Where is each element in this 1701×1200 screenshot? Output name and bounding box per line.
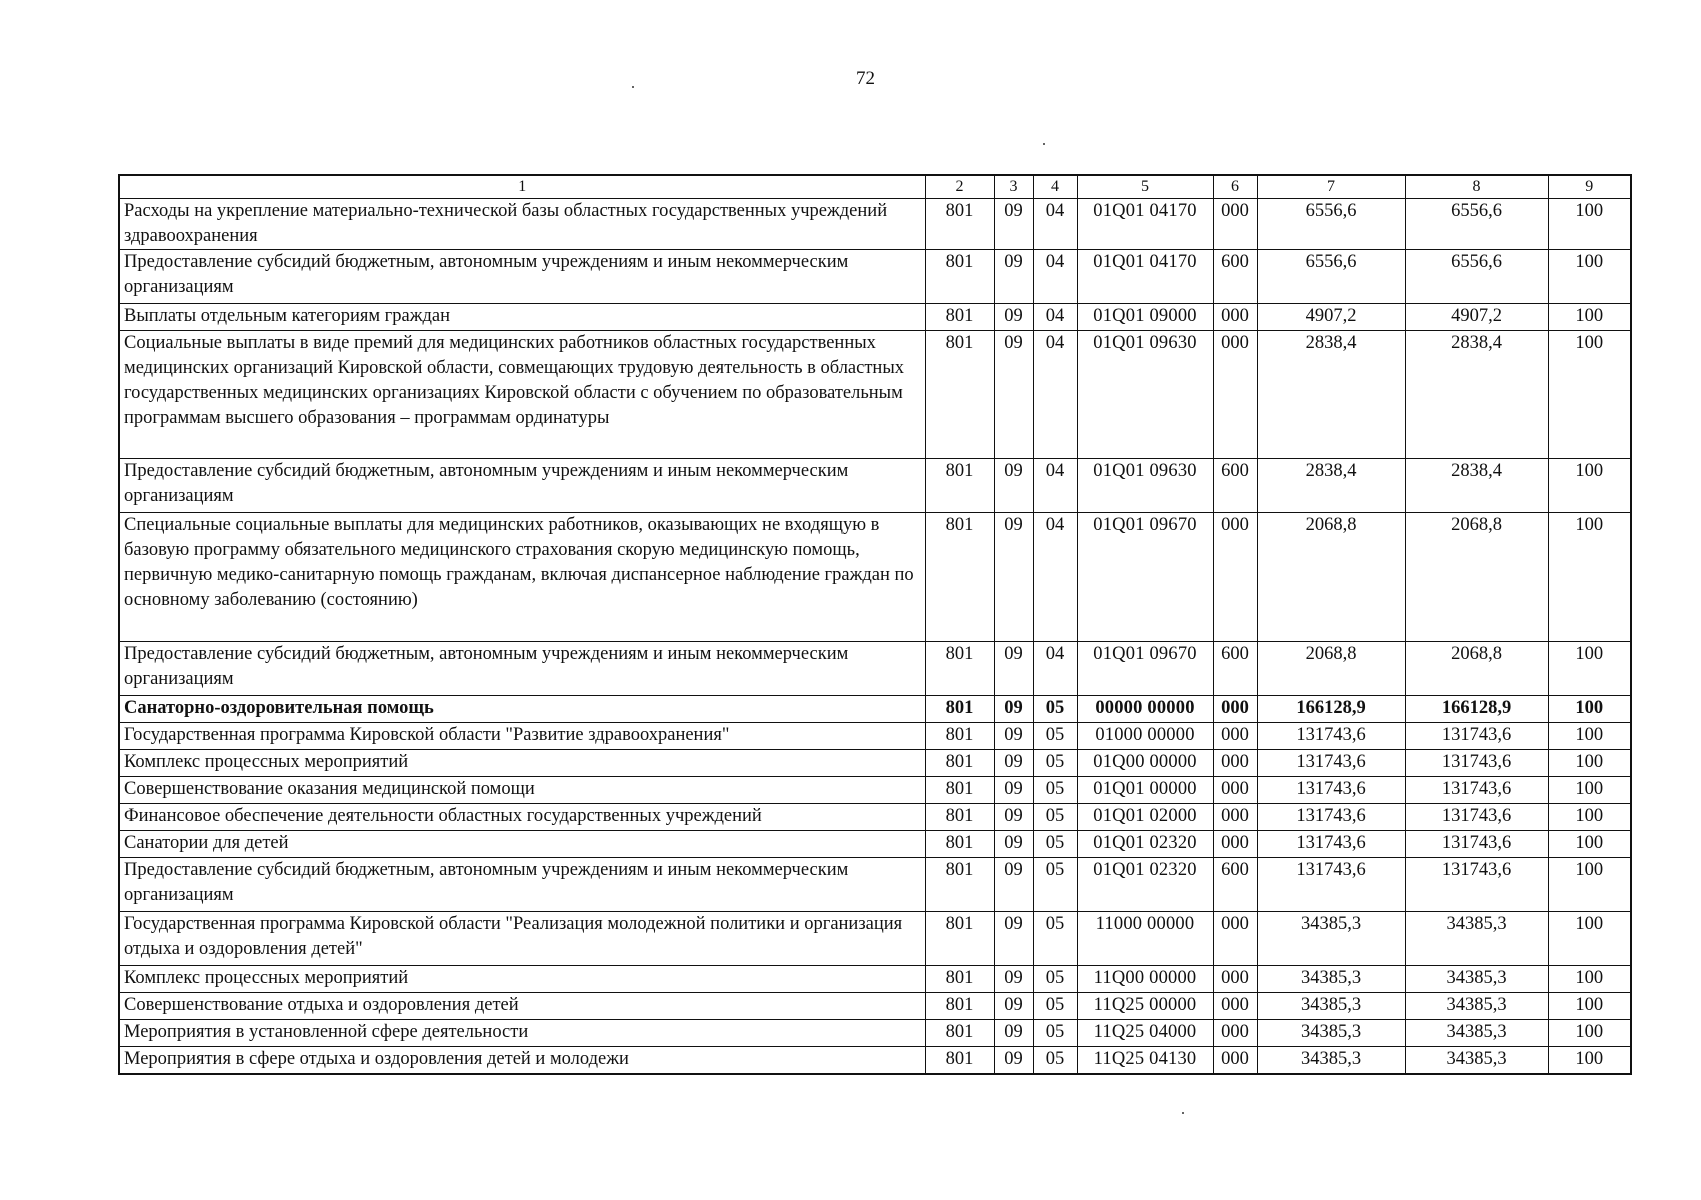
cell-col9: 100 (1548, 750, 1631, 777)
column-header: 5 (1077, 175, 1213, 199)
cell-col3: 09 (994, 250, 1033, 304)
cell-col4: 05 (1033, 1047, 1077, 1074)
cell-col5: 01Q01 02320 (1077, 858, 1213, 912)
cell-col8: 131743,6 (1405, 831, 1548, 858)
scan-speck (632, 86, 634, 88)
cell-col2: 801 (925, 331, 994, 459)
cell-col7: 34385,3 (1257, 1020, 1405, 1047)
cell-col8: 34385,3 (1405, 993, 1548, 1020)
cell-col8: 2068,8 (1405, 513, 1548, 642)
cell-col7: 2068,8 (1257, 513, 1405, 642)
cell-col9: 100 (1548, 331, 1631, 459)
cell-col4: 05 (1033, 858, 1077, 912)
cell-col9: 100 (1548, 513, 1631, 642)
cell-col8: 34385,3 (1405, 912, 1548, 966)
row-name: Мероприятия в сфере отдыха и оздоровления детей и молодежи (119, 1047, 925, 1074)
cell-col3: 09 (994, 831, 1033, 858)
cell-col5: 01Q01 04170 (1077, 250, 1213, 304)
cell-col2: 801 (925, 993, 994, 1020)
cell-col5: 01Q01 09630 (1077, 459, 1213, 513)
cell-col3: 09 (994, 1047, 1033, 1074)
row-name: Выплаты отдельным категориям граждан (119, 304, 925, 331)
cell-col3: 09 (994, 912, 1033, 966)
cell-col4: 04 (1033, 199, 1077, 250)
cell-col2: 801 (925, 642, 994, 696)
column-header: 7 (1257, 175, 1405, 199)
cell-col9: 100 (1548, 1020, 1631, 1047)
cell-col2: 801 (925, 723, 994, 750)
cell-col8: 131743,6 (1405, 777, 1548, 804)
row-name: Расходы на укрепление материально-технической базы областных государственных учреждений здравоохранения (119, 199, 925, 250)
cell-col6: 000 (1213, 912, 1257, 966)
cell-col4: 04 (1033, 642, 1077, 696)
table-row-section (119, 696, 1631, 723)
cell-col3: 09 (994, 513, 1033, 642)
cell-col9: 100 (1548, 777, 1631, 804)
cell-col8: 2068,8 (1405, 642, 1548, 696)
cell-col6: 000 (1213, 1020, 1257, 1047)
table-row (119, 642, 1631, 696)
cell-col8: 4907,2 (1405, 304, 1548, 331)
cell-col7: 2838,4 (1257, 331, 1405, 459)
scan-speck (1043, 143, 1045, 145)
cell-col8: 166128,9 (1405, 696, 1548, 723)
row-name: Совершенствование отдыха и оздоровления детей (119, 993, 925, 1020)
cell-col6: 600 (1213, 858, 1257, 912)
budget-table (118, 174, 1632, 1075)
cell-col4: 05 (1033, 723, 1077, 750)
cell-col3: 09 (994, 304, 1033, 331)
cell-col9: 100 (1548, 696, 1631, 723)
cell-col7: 131743,6 (1257, 750, 1405, 777)
cell-col9: 100 (1548, 993, 1631, 1020)
table-row (119, 966, 1631, 993)
cell-col6: 000 (1213, 831, 1257, 858)
cell-col7: 2838,4 (1257, 459, 1405, 513)
table-row (119, 804, 1631, 831)
table-row (119, 912, 1631, 966)
table-row (119, 1020, 1631, 1047)
cell-col7: 34385,3 (1257, 1047, 1405, 1074)
cell-col8: 131743,6 (1405, 723, 1548, 750)
cell-col5: 01Q01 02320 (1077, 831, 1213, 858)
cell-col7: 34385,3 (1257, 993, 1405, 1020)
cell-col5: 01Q01 09670 (1077, 642, 1213, 696)
row-name: Совершенствование оказания медицинской помощи (119, 777, 925, 804)
cell-col9: 100 (1548, 912, 1631, 966)
table-row (119, 993, 1631, 1020)
cell-col2: 801 (925, 966, 994, 993)
row-name: Мероприятия в установленной сфере деятельности (119, 1020, 925, 1047)
cell-col6: 600 (1213, 642, 1257, 696)
cell-col9: 100 (1548, 199, 1631, 250)
row-name: Санатории для детей (119, 831, 925, 858)
cell-col9: 100 (1548, 804, 1631, 831)
cell-col2: 801 (925, 513, 994, 642)
cell-col6: 000 (1213, 750, 1257, 777)
cell-col5: 01Q01 00000 (1077, 777, 1213, 804)
cell-col4: 05 (1033, 966, 1077, 993)
cell-col3: 09 (994, 777, 1033, 804)
cell-col5: 01Q01 02000 (1077, 804, 1213, 831)
table-row (119, 1047, 1631, 1074)
cell-col2: 801 (925, 459, 994, 513)
table-row (119, 513, 1631, 642)
cell-col3: 09 (994, 804, 1033, 831)
cell-col5: 11Q00 00000 (1077, 966, 1213, 993)
cell-col6: 600 (1213, 459, 1257, 513)
cell-col4: 05 (1033, 696, 1077, 723)
cell-col8: 131743,6 (1405, 750, 1548, 777)
cell-col9: 100 (1548, 966, 1631, 993)
cell-col6: 000 (1213, 199, 1257, 250)
cell-col4: 04 (1033, 250, 1077, 304)
cell-col6: 000 (1213, 1047, 1257, 1074)
cell-col8: 2838,4 (1405, 331, 1548, 459)
cell-col5: 11Q25 04130 (1077, 1047, 1213, 1074)
cell-col5: 01Q01 09000 (1077, 304, 1213, 331)
cell-col8: 131743,6 (1405, 804, 1548, 831)
cell-col4: 05 (1033, 993, 1077, 1020)
cell-col3: 09 (994, 858, 1033, 912)
cell-col7: 4907,2 (1257, 304, 1405, 331)
cell-col7: 131743,6 (1257, 804, 1405, 831)
table-row (119, 777, 1631, 804)
cell-col4: 05 (1033, 804, 1077, 831)
column-header: 2 (925, 175, 994, 199)
cell-col9: 100 (1548, 250, 1631, 304)
cell-col2: 801 (925, 912, 994, 966)
cell-col4: 04 (1033, 459, 1077, 513)
table-row (119, 750, 1631, 777)
cell-col6: 000 (1213, 304, 1257, 331)
column-header: 6 (1213, 175, 1257, 199)
cell-col8: 34385,3 (1405, 966, 1548, 993)
cell-col5: 01Q01 09670 (1077, 513, 1213, 642)
cell-col2: 801 (925, 304, 994, 331)
cell-col2: 801 (925, 858, 994, 912)
cell-col3: 09 (994, 723, 1033, 750)
cell-col5: 11Q25 04000 (1077, 1020, 1213, 1047)
cell-col5: 01Q00 00000 (1077, 750, 1213, 777)
cell-col3: 09 (994, 199, 1033, 250)
cell-col7: 6556,6 (1257, 199, 1405, 250)
row-name: Социальные выплаты в виде премий для медицинских работников областных государственных медицинских организаций Кировской области, совмещающих трудовую деятельность в областных государственных медицинских организациях Кировской области с обучением по образовательным программам высшего образования – программам ординатуры (119, 331, 925, 459)
cell-col2: 801 (925, 750, 994, 777)
cell-col7: 131743,6 (1257, 723, 1405, 750)
cell-col9: 100 (1548, 1047, 1631, 1074)
column-header: 1 (119, 175, 925, 199)
cell-col2: 801 (925, 250, 994, 304)
table-body (119, 199, 1631, 1074)
row-name: Предоставление субсидий бюджетным, автономным учреждениям и иным некоммерческим организациям (119, 459, 925, 513)
cell-col7: 131743,6 (1257, 831, 1405, 858)
cell-col6: 000 (1213, 993, 1257, 1020)
cell-col6: 000 (1213, 723, 1257, 750)
row-name: Специальные социальные выплаты для медицинских работников, оказывающих не входящую в базовую программу обязательного медицинского страхования скорую медицинскую помощь, первичную медико-санитарную помощь гражданам, включая диспансерное наблюдение граждан по основному заболеванию (состоянию) (119, 513, 925, 642)
cell-col8: 34385,3 (1405, 1020, 1548, 1047)
cell-col3: 09 (994, 750, 1033, 777)
row-name: Финансовое обеспечение деятельности областных государственных учреждений (119, 804, 925, 831)
row-name: Комплекс процессных мероприятий (119, 966, 925, 993)
cell-col8: 6556,6 (1405, 199, 1548, 250)
column-header: 9 (1548, 175, 1631, 199)
cell-col5: 11000 00000 (1077, 912, 1213, 966)
cell-col8: 34385,3 (1405, 1047, 1548, 1074)
table-row (119, 723, 1631, 750)
cell-col6: 000 (1213, 513, 1257, 642)
cell-col4: 04 (1033, 331, 1077, 459)
table-row (119, 331, 1631, 459)
cell-col2: 801 (925, 831, 994, 858)
cell-col3: 09 (994, 696, 1033, 723)
cell-col7: 34385,3 (1257, 966, 1405, 993)
cell-col3: 09 (994, 642, 1033, 696)
table-row (119, 831, 1631, 858)
cell-col4: 04 (1033, 304, 1077, 331)
cell-col2: 801 (925, 199, 994, 250)
row-name: Санаторно-оздоровительная помощь (119, 696, 925, 723)
cell-col8: 6556,6 (1405, 250, 1548, 304)
row-name: Предоставление субсидий бюджетным, автономным учреждениям и иным некоммерческим организациям (119, 642, 925, 696)
cell-col7: 131743,6 (1257, 858, 1405, 912)
cell-col9: 100 (1548, 723, 1631, 750)
cell-col9: 100 (1548, 858, 1631, 912)
cell-col2: 801 (925, 804, 994, 831)
cell-col4: 05 (1033, 1020, 1077, 1047)
cell-col9: 100 (1548, 831, 1631, 858)
cell-col2: 801 (925, 777, 994, 804)
cell-col6: 000 (1213, 966, 1257, 993)
cell-col5: 11Q25 00000 (1077, 993, 1213, 1020)
cell-col5: 00000 00000 (1077, 696, 1213, 723)
cell-col3: 09 (994, 331, 1033, 459)
column-header: 3 (994, 175, 1033, 199)
cell-col9: 100 (1548, 304, 1631, 331)
row-name: Предоставление субсидий бюджетным, автономным учреждениям и иным некоммерческим организациям (119, 858, 925, 912)
cell-col2: 801 (925, 696, 994, 723)
cell-col8: 131743,6 (1405, 858, 1548, 912)
cell-col6: 000 (1213, 331, 1257, 459)
cell-col6: 000 (1213, 696, 1257, 723)
cell-col6: 600 (1213, 250, 1257, 304)
cell-col9: 100 (1548, 642, 1631, 696)
cell-col6: 000 (1213, 777, 1257, 804)
row-name: Предоставление субсидий бюджетным, автономным учреждениям и иным некоммерческим организациям (119, 250, 925, 304)
cell-col4: 05 (1033, 777, 1077, 804)
table-row (119, 459, 1631, 513)
cell-col4: 05 (1033, 912, 1077, 966)
cell-col9: 100 (1548, 459, 1631, 513)
cell-col3: 09 (994, 966, 1033, 993)
column-header: 4 (1033, 175, 1077, 199)
row-name: Государственная программа Кировской области "Развитие здравоохранения" (119, 723, 925, 750)
cell-col7: 2068,8 (1257, 642, 1405, 696)
cell-col7: 166128,9 (1257, 696, 1405, 723)
header-row (119, 175, 1631, 199)
cell-col6: 000 (1213, 804, 1257, 831)
cell-col7: 34385,3 (1257, 912, 1405, 966)
cell-col4: 04 (1033, 513, 1077, 642)
column-header: 8 (1405, 175, 1548, 199)
table-row (119, 199, 1631, 250)
cell-col7: 131743,6 (1257, 777, 1405, 804)
table-row (119, 250, 1631, 304)
row-name: Комплекс процессных мероприятий (119, 750, 925, 777)
cell-col2: 801 (925, 1047, 994, 1074)
cell-col3: 09 (994, 993, 1033, 1020)
cell-col5: 01000 00000 (1077, 723, 1213, 750)
cell-col2: 801 (925, 1020, 994, 1047)
row-name: Государственная программа Кировской области "Реализация молодежной политики и организация отдыха и оздоровления детей" (119, 912, 925, 966)
cell-col5: 01Q01 09630 (1077, 331, 1213, 459)
cell-col5: 01Q01 04170 (1077, 199, 1213, 250)
cell-col4: 05 (1033, 750, 1077, 777)
scan-speck (1182, 1112, 1184, 1114)
cell-col3: 09 (994, 459, 1033, 513)
table-row (119, 858, 1631, 912)
cell-col8: 2838,4 (1405, 459, 1548, 513)
cell-col7: 6556,6 (1257, 250, 1405, 304)
table-row (119, 304, 1631, 331)
cell-col3: 09 (994, 1020, 1033, 1047)
cell-col4: 05 (1033, 831, 1077, 858)
page-number: 72 (856, 68, 875, 89)
